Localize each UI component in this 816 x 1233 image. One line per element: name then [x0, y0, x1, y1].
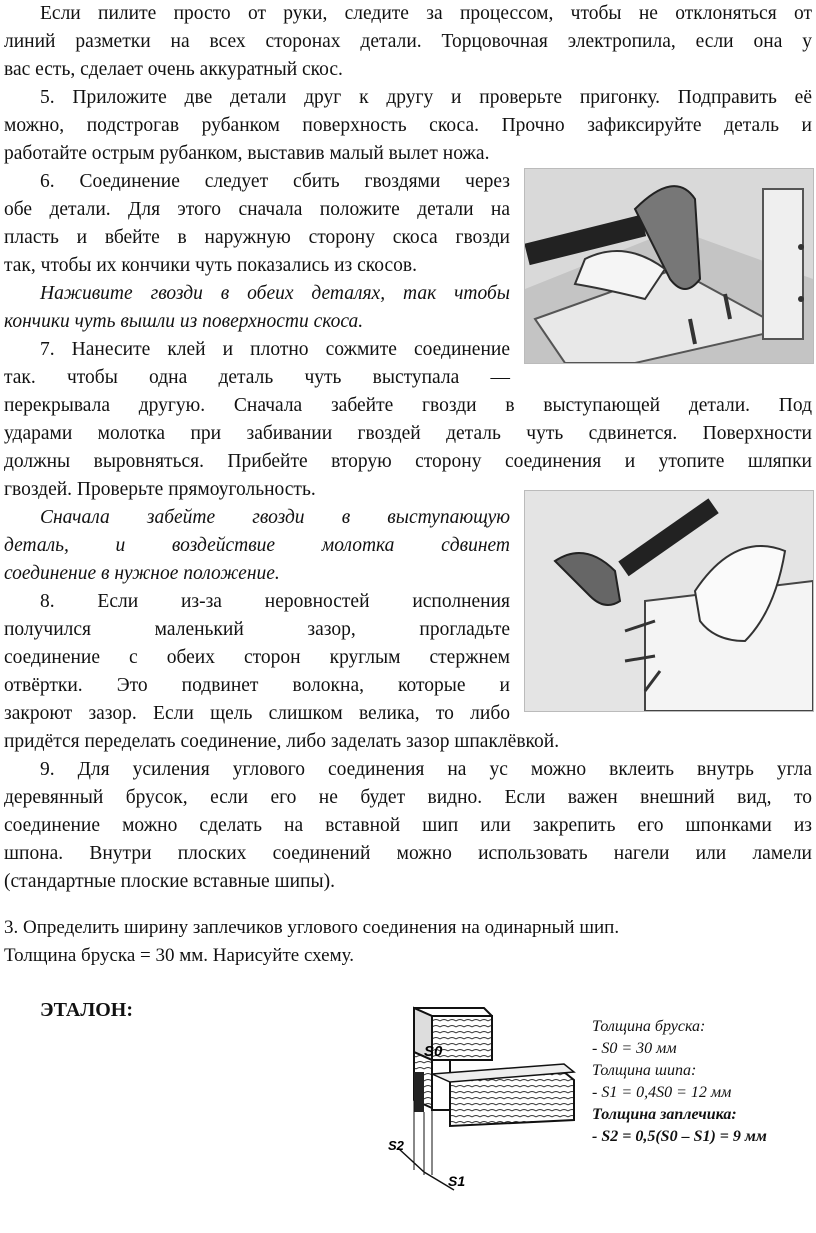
text-line: кончики чуть вышли из поверхности скоса.	[4, 311, 364, 332]
text-line: так, чтобы их кончики чуть показались из скосов.	[4, 255, 417, 276]
text-line: 9. Для усиления углового соединения на ус можно вклеить внутрь угла	[40, 759, 812, 780]
text-line: перекрывала другую. Сначала забейте гвозди в выступающей детали. Под	[4, 395, 812, 416]
tenon-joint-diagram	[384, 1000, 584, 1195]
text-line: (стандартные плоские вставные шипы).	[4, 871, 335, 892]
text-line: 8. Если из-за неровностей исполнения	[40, 591, 510, 612]
text-line: пласть и вбейте в наружную сторону скоса гвозди	[4, 227, 510, 248]
diagram-label-s2: S2	[388, 1138, 404, 1153]
text-line: так. чтобы одна деталь чуть выступала —	[4, 367, 510, 388]
text-line: соединение можно сделать на вставной шип или закрепить его шпонками из	[4, 815, 812, 836]
text-line: отвёртки. Это подвинет волокна, которые и	[4, 675, 510, 696]
text-line: можно, подстрогав рубанком поверхность скоса. Прочно зафиксируйте деталь и	[4, 115, 812, 136]
note-line: Толщина заплечика:	[592, 1106, 737, 1123]
note-line: - S2 = 0,5(S0 – S1) = 9 мм	[592, 1128, 767, 1145]
text-line: соединение в нужное положение.	[4, 563, 280, 584]
text-line: 6. Соединение следует сбить гвоздями через	[40, 171, 510, 192]
text-line: шпона. Внутри плоских соединений можно использовать нагели или ламели	[4, 843, 812, 864]
text-line: обе детали. Для этого сначала положите детали на	[4, 199, 510, 220]
diagram-label-s1: S1	[448, 1173, 466, 1189]
text-line: линий разметки на всех сторонах детали. Торцовочная электропила, если она у	[4, 31, 812, 52]
text-line: 5. Приложите две детали друг к другу и проверьте пригонку. Подправить её	[40, 87, 812, 108]
note-line: Толщина бруска:	[592, 1018, 706, 1035]
text-line: деревянный брусок, если его не будет видно. Если важен внешний вид, то	[4, 787, 812, 808]
diagram-label-s0: S0	[424, 1043, 443, 1060]
text-line: закроют зазор. Если щель слишком велика, то либо	[4, 703, 510, 724]
text-line: гвоздей. Проверьте прямоугольность.	[4, 479, 316, 500]
note-line: Толщина шипа:	[592, 1062, 697, 1079]
text-line: получился маленький зазор, прогладьте	[4, 619, 510, 640]
etalon-heading: ЭТАЛОН:	[40, 999, 134, 1021]
text-line: ударами молотка при забивании гвоздей деталь чуть сдвинется. Поверхности	[4, 423, 812, 444]
text-line: должны выровняться. Прибейте вторую сторону соединения и утопите шляпки	[4, 451, 812, 472]
text-line: Сначала забейте гвозди в выступающую	[40, 507, 510, 528]
task-line: Толщина бруска = 30 мм. Нарисуйте схему.	[4, 945, 354, 966]
note-line: - S0 = 30 мм	[592, 1040, 677, 1057]
text-line: 7. Нанесите клей и плотно сожмите соединение	[40, 339, 510, 360]
text-line: Наживите гвозди в обеих деталях, так чтобы	[40, 283, 510, 304]
note-line: - S1 = 0,4S0 = 12 мм	[592, 1084, 732, 1101]
corner-joint-illustration	[524, 490, 814, 712]
text-line: соединение с обеих сторон круглым стержнем	[4, 647, 510, 668]
text-line: деталь, и воздействие молотка сдвинет	[4, 535, 510, 556]
text-line: работайте острым рубанком, выставив малый вылет ножа.	[4, 143, 490, 164]
hammer-nailing-illustration	[524, 168, 814, 364]
text-line: Если пилите просто от руки, следите за процессом, чтобы не отклоняться от	[40, 3, 812, 24]
text-line: придётся переделать соединение, либо заделать зазор шпаклёвкой.	[4, 731, 560, 752]
text-line: вас есть, сделает очень аккуратный скос.	[4, 59, 343, 80]
task-line: 3. Определить ширину заплечиков углового соединения на одинарный шип.	[4, 917, 620, 938]
